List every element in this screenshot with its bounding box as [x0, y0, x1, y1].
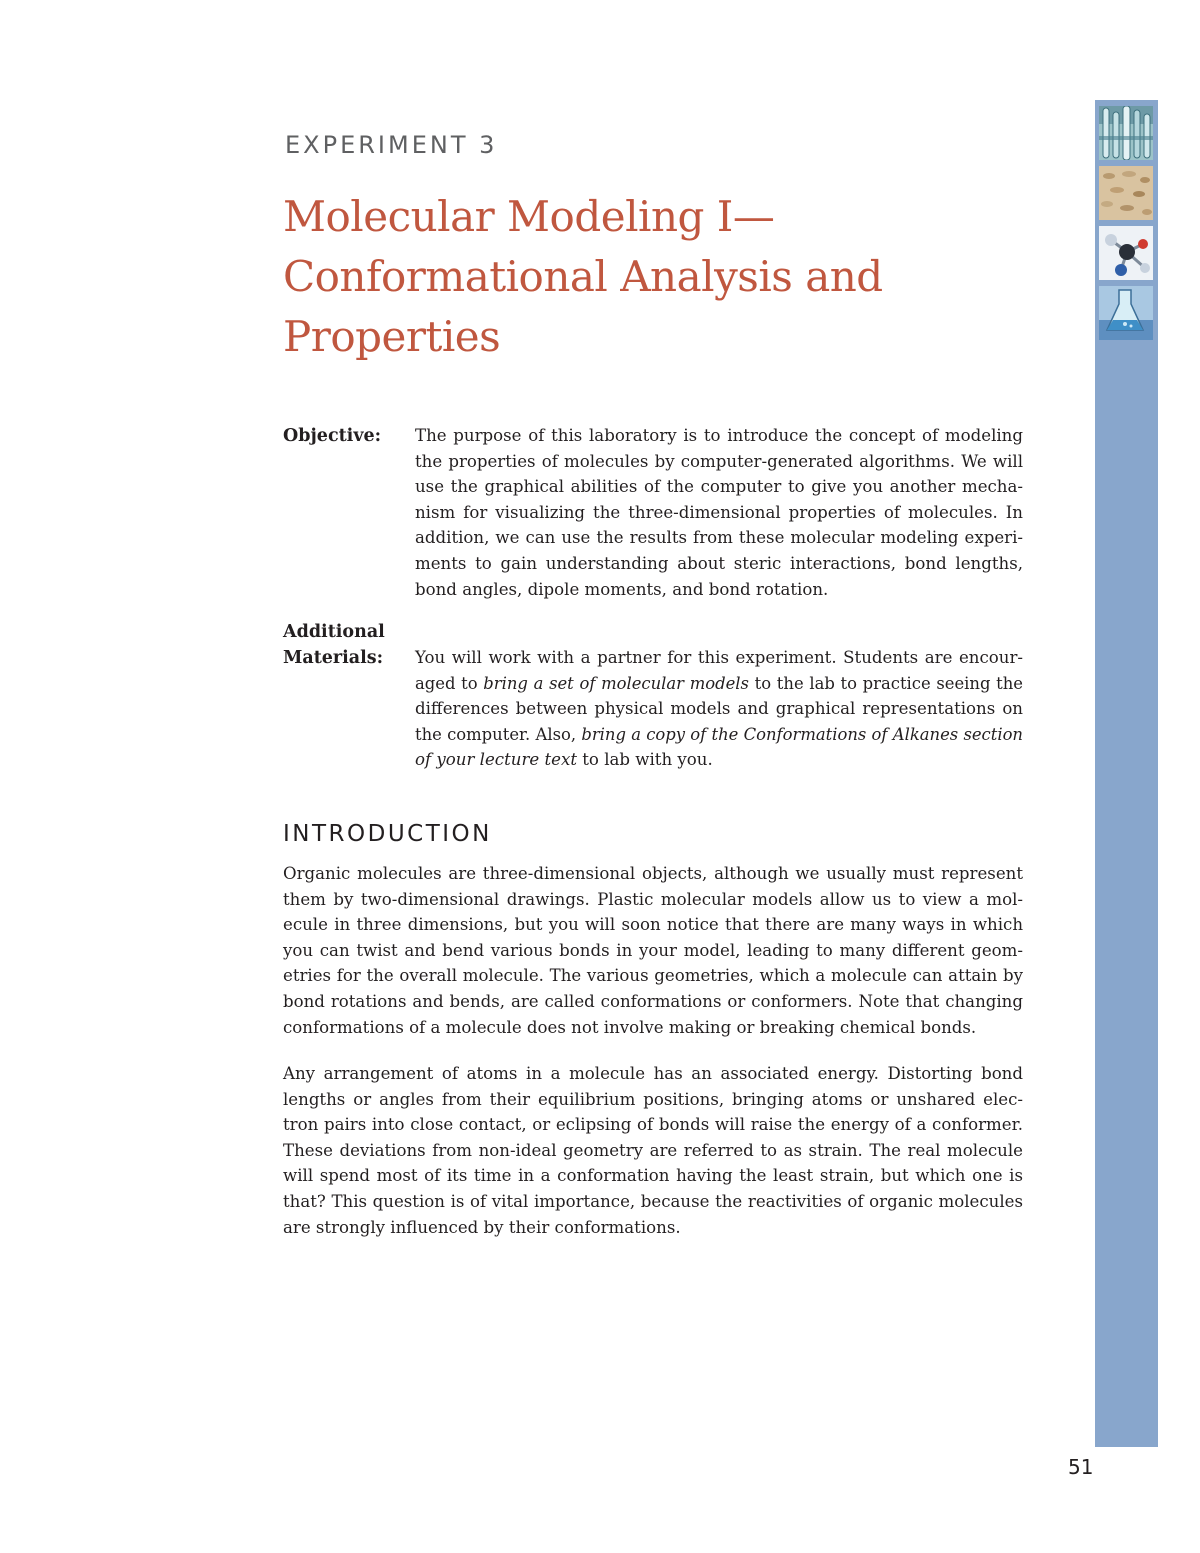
paragraph-line: ecule in three dimensions, but you will soon notice that there are many ways in which	[283, 915, 1023, 935]
paragraph-line: them by two-dimensional drawings. Plastic molecular models allow us to view a mol-	[283, 889, 1023, 909]
objective-text	[415, 423, 1023, 602]
paragraph-line: These deviations from non-ideal geometry are referred to as strain. The real molecule	[283, 1140, 1023, 1160]
text-run: aged to	[415, 673, 484, 693]
title-line: Conformational Analysis and	[283, 252, 883, 301]
text-run: to the lab to practice seeing the	[748, 673, 1023, 693]
objective-line: ments to gain understanding about steric interactions, bond lengths,	[415, 553, 1023, 573]
emphasis-text: bring a copy of the Conformations of Alkanes section	[581, 724, 1023, 744]
section-heading: INTRODUCTION	[283, 821, 492, 847]
molecular-model-photo-icon	[1099, 226, 1153, 280]
title-line: Properties	[283, 312, 501, 361]
paragraph-line: Any arrangement of atoms in a molecule has an associated energy. Distorting bond	[283, 1064, 1023, 1083]
materials-label-line2: Materials:	[283, 648, 384, 668]
emphasis-text: bring a set of molecular models	[483, 673, 749, 693]
page-number: 51	[1068, 1455, 1094, 1479]
test-tubes-photo-icon	[1099, 106, 1153, 160]
emphasis-text: of your lecture text	[415, 750, 577, 770]
flask-photo-icon	[1099, 286, 1153, 340]
objective-line: addition, we can use the results from these molecular modeling experi-	[415, 528, 1023, 548]
paragraph-line: etries for the overall molecule. The various geometries, which a molecule can attain by	[283, 966, 1023, 986]
intro-paragraph-1	[283, 861, 1023, 1040]
paragraph-line: tron pairs into close contact, or eclipsing of bonds will raise the energy of a conformer.	[283, 1115, 1023, 1135]
objective-line: use the graphical abilities of the computer to give you another mecha-	[415, 477, 1023, 497]
materials-line	[415, 671, 1023, 697]
paragraph-line: are strongly influenced by their conformations.	[283, 1217, 681, 1237]
paragraph-line: you can twist and bend various bonds in your model, leading to many different geom-	[283, 940, 1023, 960]
paragraph-line: will spend most of its time in a conformation having the least strain, but which one is	[283, 1166, 1023, 1186]
materials-label-line1: Additional	[283, 622, 385, 642]
objective-line: nism for visualizing the three-dimensional properties of molecules. In	[415, 502, 1023, 522]
objective-label: Objective:	[283, 426, 382, 446]
materials-line	[415, 722, 1023, 748]
objective-line: bond angles, dipole moments, and bond rotation.	[415, 579, 829, 599]
title-line: Molecular Modeling I—	[283, 192, 775, 241]
objective-line: The purpose of this laboratory is to introduce the concept of modeling	[415, 426, 1023, 445]
text-run: the computer. Also,	[415, 724, 582, 744]
objective-line: the properties of molecules by computer-generated algorithms. We will	[415, 451, 1023, 471]
materials-line: differences between physical models and graphical representations on	[415, 699, 1023, 719]
paragraph-line: that? This question is of vital importance, because the reactivities of organic molecules	[283, 1191, 1023, 1211]
paragraph-line: conformations of a molecule does not involve making or breaking chemical bonds.	[283, 1017, 977, 1037]
text-run: to lab with you.	[576, 750, 713, 770]
paragraph-line: bond rotations and bends, are called conformations or conformers. Note that changing	[283, 991, 1023, 1011]
experiment-number: EXPERIMENT 3	[285, 131, 498, 159]
textured-surface-photo-icon	[1099, 166, 1153, 220]
materials-line	[415, 747, 1023, 773]
materials-text	[415, 645, 1023, 773]
paragraph-line: lengths or angles from their equilibrium positions, bringing atoms or unshared elec-	[283, 1089, 1023, 1109]
paragraph-line: Organic molecules are three-dimensional objects, although we usually must represent	[283, 864, 1023, 883]
intro-paragraph-2	[283, 1061, 1023, 1240]
materials-line: You will work with a partner for this experiment. Students are encour-	[415, 648, 1023, 667]
page-title	[283, 187, 1043, 367]
